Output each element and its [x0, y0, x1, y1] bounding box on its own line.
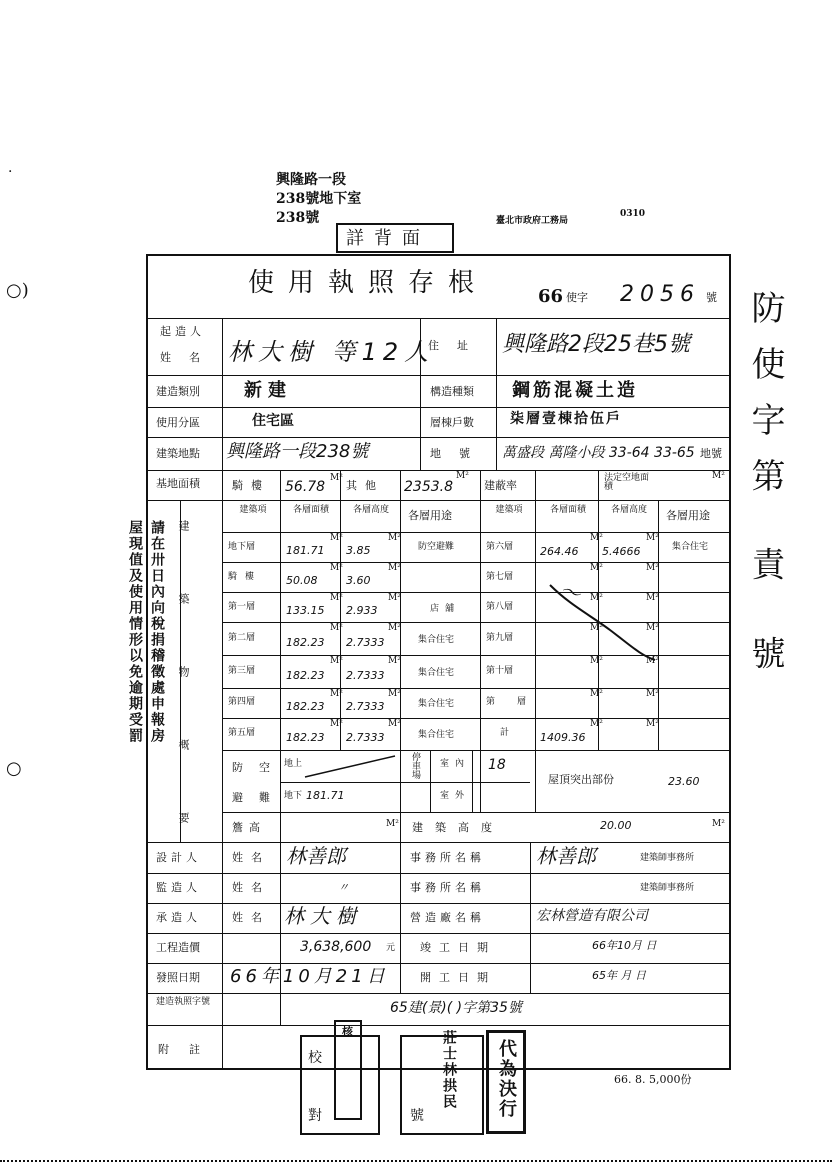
- check-stamp-label: 核: [342, 1025, 353, 1038]
- use-zone-label: 使用分區: [156, 416, 200, 429]
- structure-value: 鋼筋混凝土造: [512, 380, 638, 401]
- floor-height: 2.933: [346, 604, 378, 617]
- license-suffix: 號: [706, 291, 717, 304]
- unit-mark: M²: [712, 471, 725, 481]
- shelter-above-label: 地上: [284, 759, 303, 769]
- floor-height: 2.7333: [346, 731, 385, 744]
- floor-use: 店舖: [430, 604, 461, 614]
- header-item-right: 建築項: [495, 505, 523, 515]
- building-height-label: 建築高度: [412, 821, 504, 834]
- floor-label: 第七層: [486, 572, 514, 582]
- address-value: 興隆路2段25巷5號: [502, 332, 690, 357]
- margin-mark: ○: [6, 758, 22, 779]
- unit-mark: M²: [388, 593, 401, 603]
- floor-label: 計: [500, 728, 510, 738]
- unit-mark: M²: [590, 623, 603, 633]
- note-label: 附註: [158, 1043, 220, 1056]
- row-line: [146, 963, 731, 964]
- void-scribble-mark: [540, 575, 660, 665]
- supervisor-label: 監造人: [156, 881, 201, 894]
- unit-mark: M²: [388, 656, 401, 666]
- header-item-left: 建築項: [239, 505, 267, 515]
- col-line: [222, 842, 223, 1070]
- row-line: [146, 993, 731, 994]
- designer-name: 林善郎: [286, 844, 346, 868]
- row-line: [146, 842, 731, 843]
- coverage-label: 建蔽率: [484, 479, 517, 492]
- floor-label: 第三層: [228, 666, 256, 676]
- site-value: 興隆路一段238號: [226, 441, 369, 462]
- floor-label: 第四層: [228, 697, 256, 707]
- col-line: [535, 470, 536, 812]
- arcade-label: 騎樓: [232, 479, 270, 492]
- cost-value: 3,638,600: [300, 939, 372, 955]
- proxy-stamp-text: 代為決行: [496, 1039, 517, 1119]
- floor-area: 50.08: [286, 574, 318, 587]
- unit-mark: M²: [330, 689, 343, 699]
- firm-label: 營造廠名稱: [410, 911, 485, 924]
- print-info: 66. 8. 5,000份: [614, 1073, 692, 1086]
- designer-label: 設計人: [156, 851, 201, 864]
- complete-value: 66年10月 日: [592, 939, 657, 952]
- header-use-right: 各層用途: [666, 509, 710, 522]
- license-year: 66: [538, 286, 564, 307]
- unit-mark: M²: [590, 593, 603, 603]
- col-line: [222, 318, 223, 842]
- floor-area: 182.23: [286, 669, 325, 682]
- site-label: 建築地點: [156, 447, 200, 460]
- unit-mark: M²: [646, 719, 659, 729]
- unit-mark: M²: [646, 593, 659, 603]
- office-label: 事務所名稱: [410, 851, 485, 864]
- address-label: 住址: [428, 339, 486, 352]
- floor-label: 第九層: [486, 633, 514, 643]
- address-line-3: 238號: [276, 210, 320, 226]
- floor-height: 2.7333: [346, 700, 385, 713]
- form-title: 使用執照存根: [248, 268, 489, 298]
- shelter-label-2: 避難: [232, 791, 286, 804]
- unit-mark: M²: [590, 563, 603, 573]
- row-line: [146, 407, 731, 408]
- unit-mark: M²: [330, 473, 343, 483]
- col-line: [472, 750, 473, 812]
- unit-mark: M²: [330, 533, 343, 543]
- header-area-left: 各層面積: [292, 505, 329, 515]
- contractor-name: 林大樹: [284, 904, 362, 928]
- cost-unit: 元: [386, 943, 396, 953]
- floor-area: 1409.36: [540, 731, 586, 744]
- other-value: 2353.8: [404, 479, 453, 495]
- floor-use: 集合住宅: [672, 542, 709, 552]
- address-line-1: 興隆路一段: [276, 172, 346, 188]
- unit-mark: M²: [590, 533, 603, 543]
- shelter-above-dash: [300, 752, 400, 780]
- void-scribble: 〜: [556, 577, 584, 607]
- col-line: [280, 470, 281, 842]
- start-value: 65年 月 日: [592, 969, 646, 982]
- col-line: [280, 842, 281, 1025]
- firm-name: 宏林營造有限公司: [536, 908, 648, 924]
- office-name: 林善郎: [536, 844, 596, 868]
- col-line: [496, 318, 497, 470]
- other-label: 其他: [346, 479, 384, 492]
- row-line: [146, 500, 731, 501]
- floor-area: 264.46: [540, 545, 579, 558]
- shelter-below-label: 地下: [284, 791, 303, 801]
- office-stamp-right: 0310: [620, 209, 646, 219]
- row-line: [146, 437, 731, 438]
- designer-name-label: 姓名: [232, 851, 270, 864]
- lot-suffix: 地號: [700, 447, 722, 460]
- unit-mark: M²: [646, 656, 659, 666]
- officer-name-stamp: 莊士林拱民: [441, 1030, 457, 1110]
- floor-height: 3.85: [346, 544, 371, 557]
- use-zone-value: 住宅區: [252, 413, 294, 429]
- shelter-below-value: 181.71: [306, 789, 345, 802]
- supervisor-office-label: 事務所名稱: [410, 881, 485, 894]
- complete-label: 竣工日期: [420, 941, 496, 954]
- unit-mark: M²: [388, 719, 401, 729]
- floor-area: 182.23: [286, 636, 325, 649]
- supervisor-suffix: 建築師事務所: [640, 883, 695, 893]
- col-line: [400, 842, 401, 993]
- permit-value: 65建(景)( )字第35號: [390, 1000, 522, 1016]
- floor-label: 第十層: [486, 666, 514, 676]
- unit-mark: M²: [388, 623, 401, 633]
- address-line-2: 238號地下室: [276, 191, 362, 207]
- floor-use: 集合住宅: [418, 668, 455, 678]
- row-line: [222, 750, 731, 751]
- license-number: 2056: [620, 282, 700, 307]
- issue-label: 發照日期: [156, 971, 200, 984]
- col-line: [430, 750, 431, 812]
- bottom-edge: [0, 1160, 832, 1162]
- build-type-value: 新建: [244, 380, 292, 401]
- detail-stamp: [336, 223, 454, 253]
- header-use-left: 各層用途: [408, 509, 452, 522]
- row-line: [280, 782, 530, 783]
- side-note-col-2: 請在卅日內向稅捐稽徵處申報房: [149, 520, 165, 744]
- unit-mark: M²: [646, 533, 659, 543]
- floor-height: 5.4666: [602, 545, 641, 558]
- floor-label: 第層: [486, 697, 549, 707]
- header-area-right: 各層面積: [549, 505, 586, 515]
- floor-area: 181.71: [286, 544, 325, 557]
- office-suffix: 建築師事務所: [640, 853, 695, 863]
- floor-label: 第一層: [228, 602, 256, 612]
- indoor-label: 室內: [440, 759, 471, 769]
- issue-value: 66年10月21日: [230, 966, 389, 987]
- floor-label: 騎樓: [228, 572, 263, 582]
- row-line: [146, 470, 731, 471]
- unit-mark: M²: [330, 656, 343, 666]
- floor-height: 2.7333: [346, 636, 385, 649]
- row-line: [146, 318, 731, 319]
- permit-label: 建造執照字號: [156, 997, 211, 1007]
- unit-mark: M²: [330, 593, 343, 603]
- col-line: [530, 842, 531, 993]
- floor-label: 第二層: [228, 633, 256, 643]
- floor-area: 182.23: [286, 700, 325, 713]
- unit-mark: M²: [330, 623, 343, 633]
- legal-open-label: 法定空地面積: [604, 473, 650, 492]
- shelter-label-1: 防空: [232, 761, 286, 774]
- floor-area: 133.15: [286, 604, 325, 617]
- roof-value: 23.60: [668, 775, 700, 788]
- margin-mark: ·: [8, 164, 13, 180]
- row-line: [146, 1025, 731, 1026]
- margin-mark: ○): [6, 280, 29, 301]
- col-line: [480, 470, 481, 812]
- eave-label: 簷高: [232, 821, 266, 834]
- floor-use: 防空避難: [418, 542, 455, 552]
- row-line: [146, 903, 731, 904]
- unit-mark: M²: [712, 819, 725, 829]
- parking-label: 停車場: [412, 753, 422, 781]
- office-stamp-left: 臺北市政府工務局: [496, 216, 569, 226]
- floor-height: 2.7333: [346, 669, 385, 682]
- row-line: [222, 812, 731, 813]
- contractor-label: 承造人: [156, 911, 201, 924]
- row-line: [146, 375, 731, 376]
- floor-height: 3.60: [346, 574, 371, 587]
- header-height-left: 各層高度: [352, 505, 389, 515]
- unit-mark: M²: [456, 471, 469, 481]
- unit-mark: M²: [646, 689, 659, 699]
- row-line: [146, 933, 731, 934]
- floor-label: 第八層: [486, 602, 514, 612]
- floor-use: 集合住宅: [418, 699, 455, 709]
- unit-mark: M²: [646, 623, 659, 633]
- unit-mark: M²: [646, 563, 659, 573]
- unit-mark: M²: [386, 819, 399, 829]
- structure-label: 構造種類: [430, 385, 474, 398]
- building-height-value: 20.00: [600, 819, 632, 832]
- unit-mark: M²: [388, 533, 401, 543]
- base-area-label: 基地面積: [156, 477, 200, 490]
- check-stamp: [334, 1020, 362, 1120]
- floor-label: 第五層: [228, 728, 256, 738]
- floor-use: 集合住宅: [418, 730, 455, 740]
- supervisor-name: 〃: [338, 881, 349, 894]
- floor-use: 集合住宅: [418, 635, 455, 645]
- detail-stamp-text: 詳背面: [346, 228, 430, 249]
- floor-area: 182.23: [286, 731, 325, 744]
- number-stamp-label: 號: [410, 1108, 424, 1124]
- side-note-col-1: 屋現值及使用情形以免逾期受罰: [127, 520, 143, 744]
- lot-label: 地號: [430, 447, 488, 460]
- unit-mark: M²: [330, 563, 343, 573]
- build-type-label: 建造類別: [156, 385, 200, 398]
- proof-stamp-bottom: 對: [308, 1108, 322, 1124]
- unit-mark: M²: [330, 719, 343, 729]
- owner-value: 林大樹 等12人: [228, 338, 435, 366]
- owner-label-bottom: 姓名: [160, 351, 218, 364]
- cost-label: 工程造價: [156, 941, 200, 954]
- unit-mark: M²: [388, 689, 401, 699]
- proof-stamp-top: 校: [308, 1050, 322, 1066]
- row-line: [146, 873, 731, 874]
- floor-label: 第六層: [486, 542, 514, 552]
- unit-mark: M²: [388, 563, 401, 573]
- lot-value: 萬盛段 萬隆小段 33-64 33-65: [502, 445, 695, 461]
- col-line: [340, 470, 341, 750]
- contractor-name-label: 姓名: [232, 911, 270, 924]
- proxy-stamp: [486, 1030, 526, 1134]
- floor-label: 地下層: [228, 542, 256, 552]
- indoor-value: 18: [488, 757, 506, 773]
- outdoor-label: 室外: [440, 791, 471, 801]
- floors-label: 層棟戶數: [430, 416, 474, 429]
- unit-mark: M²: [590, 719, 603, 729]
- header-height-right: 各層高度: [610, 505, 647, 515]
- arcade-value: 56.78: [285, 479, 326, 495]
- supervisor-name-label: 姓名: [232, 881, 270, 894]
- building-summary-label: 建築物概要: [177, 520, 190, 885]
- owner-label-top: 起造人: [160, 325, 205, 338]
- unit-mark: M²: [590, 689, 603, 699]
- floors-value: 柒層壹棟拾伍戶: [510, 411, 622, 427]
- unit-mark: M²: [590, 656, 603, 666]
- start-label: 開工日期: [420, 971, 496, 984]
- roof-label: 屋頂突出部份: [548, 773, 614, 786]
- right-margin-stamp: 防使字第 責 號: [745, 290, 785, 692]
- license-char: 使字: [566, 291, 588, 304]
